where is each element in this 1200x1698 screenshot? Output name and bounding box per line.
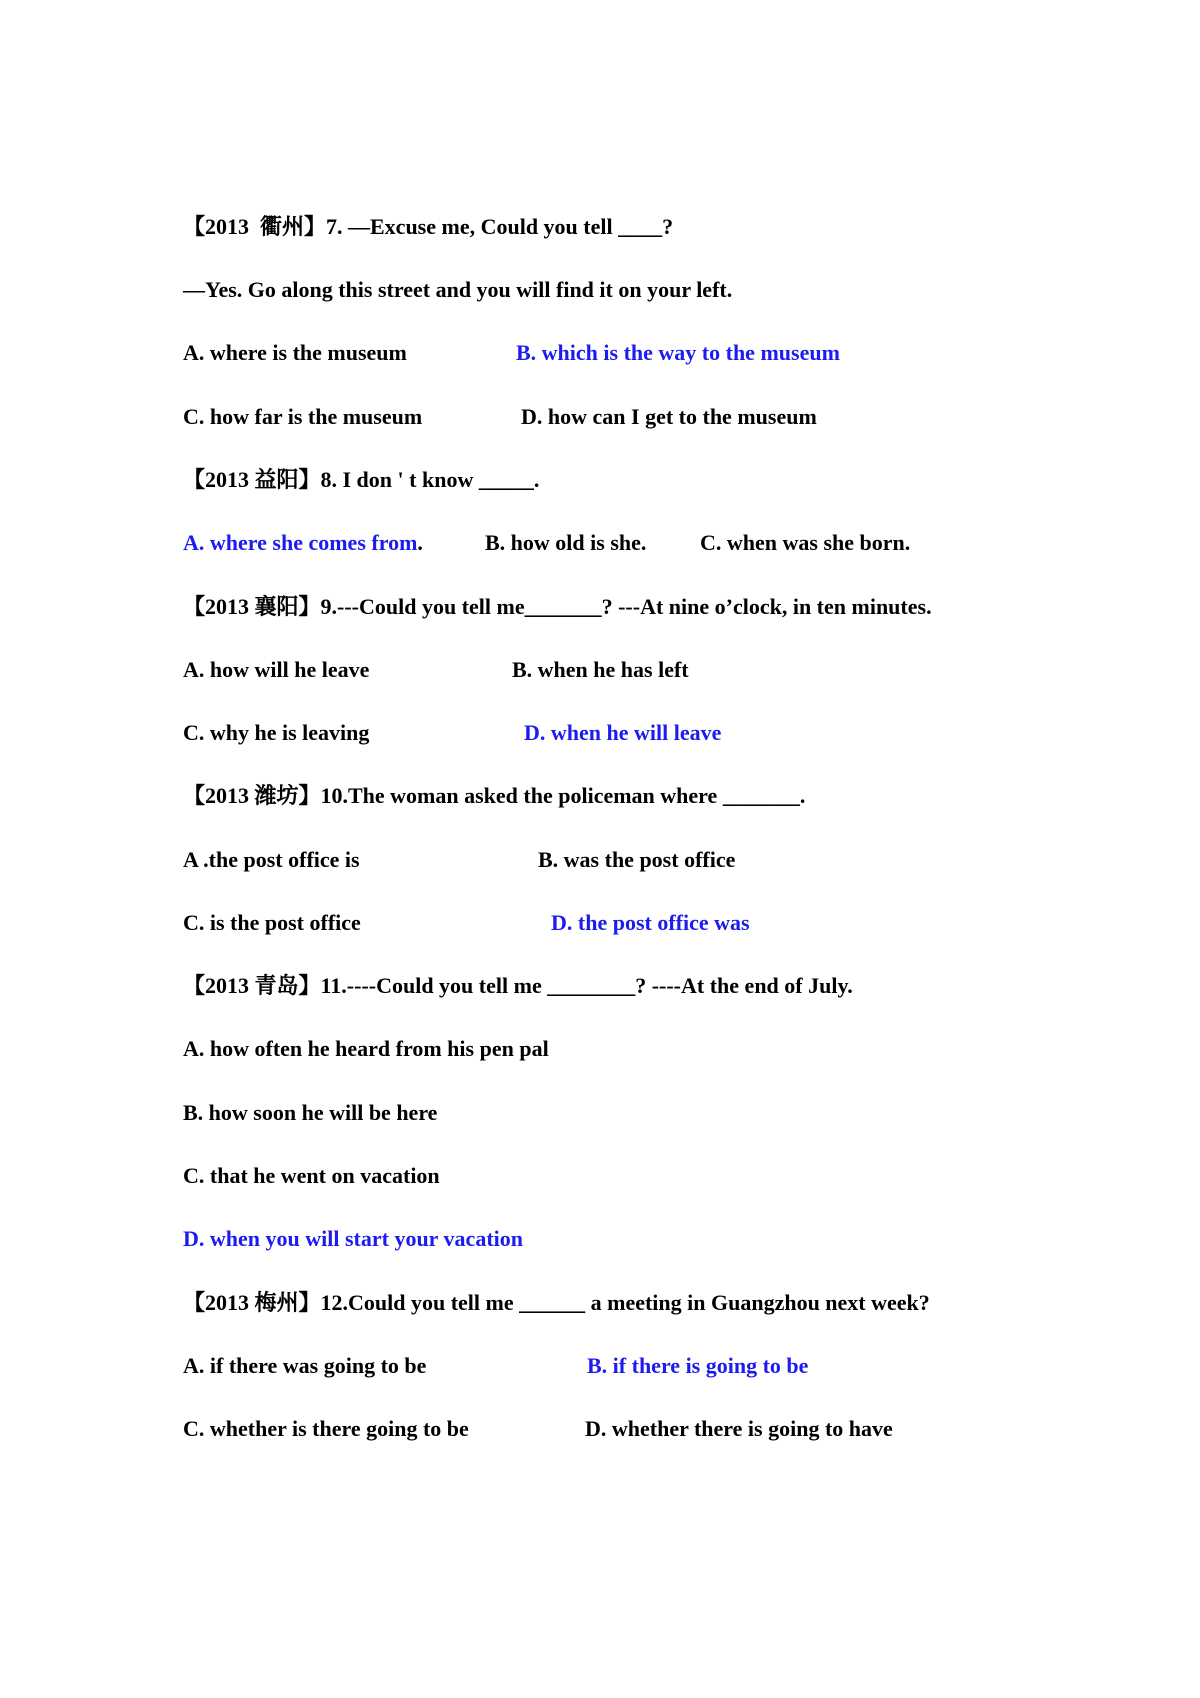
option-11d-answer: D. when you will start your vacation: [183, 1226, 523, 1251]
option-8a-trailing-period: .: [417, 530, 423, 555]
option-10b: B. was the post office: [538, 847, 736, 872]
question-10-options-row-2: [0, 910, 1200, 936]
question-12-options-row-1: [0, 1353, 1200, 1379]
question-10-options-row-1: [0, 847, 1200, 873]
question-11-header: 【2013 青岛】11.----Could you tell me ________? ----At the end of July.: [183, 973, 853, 998]
question-7-header: 【2013 衢州】7. —Excuse me, Could you tell ____?: [183, 214, 674, 239]
option-8a-cell: [183, 530, 423, 556]
question-7-options-row-2: [0, 404, 1200, 430]
question-8-options-row: [0, 530, 1200, 556]
option-12c: C. whether is there going to be: [183, 1416, 469, 1441]
option-7d: D. how can I get to the museum: [521, 404, 817, 429]
question-9-header-line: [0, 594, 1200, 620]
option-12d: D. whether there is going to have: [585, 1416, 893, 1441]
question-12-header-line: [0, 1290, 1200, 1316]
question-9-header: 【2013 襄阳】9.---Could you tell me_______? ---At nine o’clock, in ten minutes.: [183, 594, 932, 619]
option-12a: A. if there was going to be: [183, 1353, 427, 1378]
option-8c: C. when was she born.: [700, 530, 911, 555]
question-7-reply: —Yes. Go along this street and you will find it on your left.: [183, 277, 733, 302]
question-8-header-line: [0, 467, 1200, 493]
question-11-header-line: [0, 973, 1200, 999]
option-11c: C. that he went on vacation: [183, 1163, 440, 1188]
question-7-header-line: [0, 214, 1200, 240]
option-9c: C. why he is leaving: [183, 720, 370, 745]
option-11b: B. how soon he will be here: [183, 1100, 438, 1125]
option-10a: A .the post office is: [183, 847, 360, 872]
option-9d-answer: D. when he will leave: [524, 720, 722, 745]
question-9-options-row-2: [0, 720, 1200, 746]
question-7-reply-line: [0, 277, 1200, 303]
option-11a: A. how often he heard from his pen pal: [183, 1036, 549, 1061]
question-12-options-row-2: [0, 1416, 1200, 1442]
question-10-header-line: [0, 783, 1200, 809]
option-9a: A. how will he leave: [183, 657, 370, 682]
option-7a: A. where is the museum: [183, 340, 407, 365]
option-8a-answer: A. where she comes from: [183, 530, 418, 555]
option-10c: C. is the post office: [183, 910, 361, 935]
option-7c: C. how far is the museum: [183, 404, 423, 429]
question-10-header: 【2013 潍坊】10.The woman asked the policeman where _______.: [183, 783, 806, 808]
question-11-option-d-line: [0, 1226, 1200, 1252]
question-11-option-c-line: [0, 1163, 1200, 1189]
option-7b-answer: B. which is the way to the museum: [516, 340, 840, 365]
question-9-options-row-1: [0, 657, 1200, 683]
option-8b: B. how old is she.: [485, 530, 647, 555]
question-11-option-b-line: [0, 1100, 1200, 1126]
question-8-header: 【2013 益阳】8. I don ' t know _____.: [183, 467, 540, 492]
question-12-header: 【2013 梅州】12.Could you tell me ______ a meeting in Guangzhou next week?: [183, 1290, 930, 1315]
question-11-option-a-line: [0, 1036, 1200, 1062]
option-9b: B. when he has left: [512, 657, 689, 682]
option-12b-answer: B. if there is going to be: [587, 1353, 809, 1378]
option-10d-answer: D. the post office was: [551, 910, 750, 935]
question-7-options-row-1: [0, 340, 1200, 366]
